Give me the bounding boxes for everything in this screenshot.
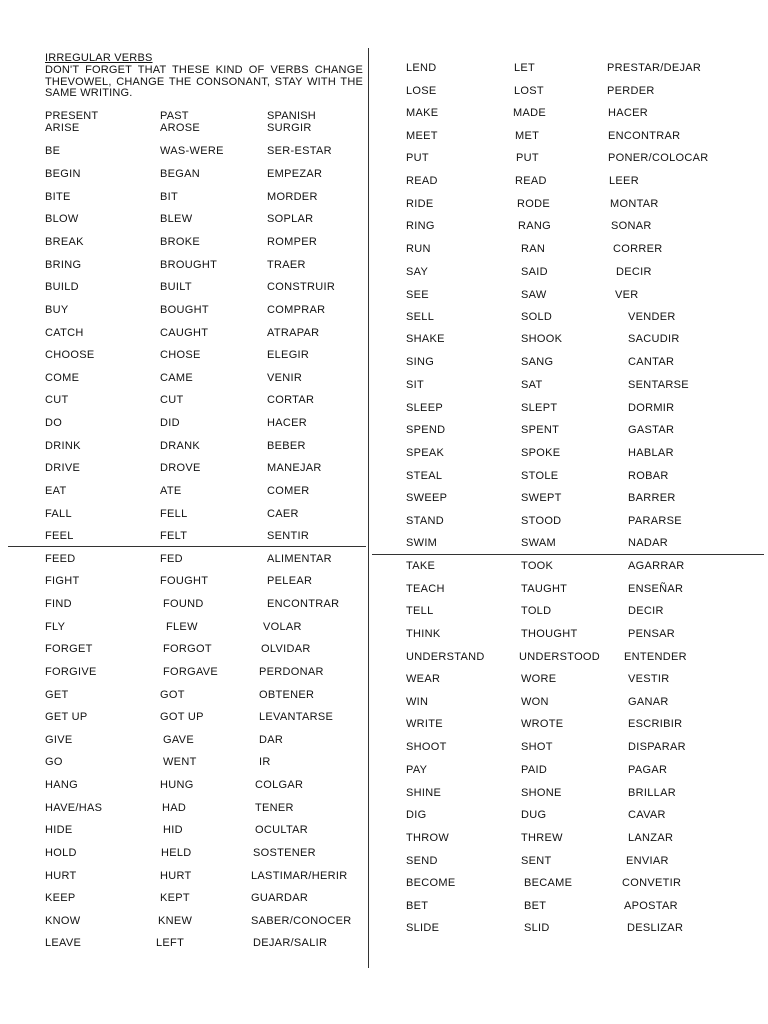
verb-spanish: DESLIZAR [627,922,684,934]
column-divider [368,48,369,968]
verb-present: KEEP [45,892,76,904]
verb-present: CUT [45,394,69,406]
verb-past: SPENT [521,424,560,436]
verb-present: SPEAK [406,447,445,459]
verb-spanish: BRILLAR [628,787,676,799]
verb-spanish: BARRER [628,492,676,504]
verb-past: FORGAVE [163,666,219,678]
verb-present: BREAK [45,236,84,248]
verb-spanish: VOLAR [263,621,302,633]
verb-spanish: COMPRAR [267,304,326,316]
verb-present: LEAVE [45,937,82,949]
verb-past: BET [524,900,547,912]
verb-past: RAN [521,243,546,255]
verb-past: BROKE [160,236,201,248]
verb-past: KNEW [158,915,193,927]
verb-spanish: HABLAR [628,447,674,459]
verb-present: SWIM [406,537,438,549]
verb-spanish: VENDER [628,311,676,323]
verb-spanish: OCULTAR [255,824,309,836]
verb-spanish: MANEJAR [267,462,322,474]
verb-spanish: PENSAR [628,628,676,640]
verb-spanish: PONER/COLOCAR [608,152,709,164]
header-past: PAST [160,110,189,122]
intro-note: DON'T FORGET THAT THESE KIND OF VERBS CHANGE THEVOWEL, CHANGE THE CONSONANT, STAY WITH THE SAME WRITING. [45,64,363,100]
verb-spanish: PARARSE [628,515,682,527]
verb-past: SAID [521,266,548,278]
verb-present: FALL [45,508,72,520]
verb-spanish: NADAR [628,537,669,549]
verb-past: GOT [160,689,185,701]
verb-spanish: SENTIR [267,530,310,542]
verb-present: RIDE [406,198,434,210]
verb-past: BUILT [160,281,192,293]
verb-past: FOUND [163,598,204,610]
verb-present: THINK [406,628,441,640]
verb-present: FIND [45,598,72,610]
verb-spanish: DECIR [628,605,664,617]
verb-past: DRANK [160,440,201,452]
verb-present: DO [45,417,63,429]
verb-past: BECAME [524,877,573,889]
verb-spanish: AGARRAR [628,560,685,572]
verb-present: STAND [406,515,444,527]
verb-spanish: GASTAR [628,424,675,436]
verb-past: FELL [160,508,188,520]
verb-spanish: DAR [259,734,284,746]
verb-present: HIDE [45,824,73,836]
verb-present: HURT [45,870,77,882]
verb-past: THREW [521,832,563,844]
verb-spanish: CORTAR [267,394,315,406]
verb-present: DIG [406,809,427,821]
verb-present: TAKE [406,560,436,572]
verb-spanish: ENVIAR [626,855,669,867]
verb-spanish: GUARDAR [251,892,309,904]
verb-present: ARISE [45,122,80,134]
verb-past: DROVE [160,462,201,474]
verb-present: TELL [406,605,434,617]
verb-present: FLY [45,621,66,633]
verb-spanish: EMPEZAR [267,168,323,180]
verb-present: UNDERSTAND [406,651,485,663]
verb-spanish: CANTAR [628,356,675,368]
verb-past: WON [521,696,549,708]
verb-present: HOLD [45,847,77,859]
verb-spanish: ESCRIBIR [628,718,683,730]
verb-spanish: PERDONAR [259,666,324,678]
verb-present: SEND [406,855,438,867]
verb-present: DRIVE [45,462,81,474]
verb-spanish: GANAR [628,696,669,708]
verb-past: PUT [516,152,539,164]
verb-present: SIT [406,379,425,391]
verb-present: TEACH [406,583,445,595]
verb-spanish: ROBAR [628,470,669,482]
verb-spanish: BEBER [267,440,306,452]
verb-present: GET UP [45,711,88,723]
verb-past: SPOKE [521,447,561,459]
verb-spanish: PERDER [607,85,655,97]
verb-past: CAME [160,372,193,384]
verb-past: DUG [521,809,547,821]
verb-spanish: ENCONTRAR [608,130,681,142]
verb-spanish: SURGIR [267,122,312,134]
verb-spanish: CONVETIR [622,877,682,889]
verb-present: FORGET [45,643,93,655]
verb-spanish: SER-ESTAR [267,145,332,157]
page-title: IRREGULAR VERBS [45,52,153,64]
verb-past: SLEPT [521,402,558,414]
verb-spanish: CAVAR [628,809,666,821]
verb-spanish: HACER [608,107,649,119]
verb-past: BEGAN [160,168,201,180]
verb-spanish: MORDER [267,191,318,203]
verb-past: BROUGHT [160,259,218,271]
verb-spanish: DECIR [616,266,652,278]
verb-present: HAVE/HAS [45,802,103,814]
verb-present: BRING [45,259,82,271]
verb-present: SLEEP [406,402,443,414]
verb-past: SWEPT [521,492,562,504]
verb-present: RUN [406,243,431,255]
verb-past: SAT [521,379,543,391]
verb-past: STOLE [521,470,559,482]
verb-spanish: ROMPER [267,236,318,248]
verb-spanish: TENER [255,802,294,814]
verb-present: EAT [45,485,67,497]
verb-past: HID [163,824,183,836]
verb-present: MAKE [406,107,439,119]
verb-past: SOLD [521,311,553,323]
verb-spanish: LEVANTARSE [259,711,334,723]
verb-past: WROTE [521,718,564,730]
verb-past: MET [515,130,540,142]
verb-present: PAY [406,764,428,776]
verb-present: RING [406,220,435,232]
verb-present: LEND [406,62,437,74]
verb-past: DID [160,417,180,429]
verb-past: HURT [160,870,192,882]
verb-past: FED [160,553,183,565]
verb-past: FLEW [166,621,198,633]
verb-past: LEFT [156,937,185,949]
verb-past: FORGOT [163,643,212,655]
verb-present: WIN [406,696,429,708]
verb-present: COME [45,372,80,384]
verb-past: CUT [160,394,184,406]
verb-spanish: COLGAR [255,779,304,791]
verb-spanish: TRAER [267,259,306,271]
verb-past: TOLD [521,605,552,617]
verb-spanish: SACUDIR [628,333,680,345]
verb-present: DRINK [45,440,81,452]
verb-spanish: ATRAPAR [267,327,320,339]
verb-spanish: LASTIMAR/HERIR [251,870,348,882]
verb-present: BET [406,900,429,912]
verb-spanish: HACER [267,417,308,429]
verb-spanish: APOSTAR [624,900,678,912]
verb-past: WORE [521,673,557,685]
verb-past: AROSE [160,122,201,134]
verb-present: PUT [406,152,429,164]
verb-spanish: SOSTENER [253,847,316,859]
verb-present: SAY [406,266,429,278]
verb-past: HUNG [160,779,194,791]
verb-present: SEE [406,289,429,301]
verb-past: SHOOK [521,333,563,345]
verb-spanish: ENCONTRAR [267,598,340,610]
verb-past: TAUGHT [521,583,568,595]
verb-past: ATE [160,485,182,497]
verb-past: THOUGHT [521,628,578,640]
verb-past: HELD [161,847,192,859]
verb-past: LOST [514,85,544,97]
verb-past: LET [514,62,536,74]
verb-spanish: ALIMENTAR [267,553,332,565]
verb-present: FIGHT [45,575,80,587]
verb-present: SHINE [406,787,442,799]
verb-past: SLID [524,922,550,934]
verb-present: BUY [45,304,69,316]
verb-past: SHOT [521,741,553,753]
verb-spanish: CONSTRUIR [267,281,336,293]
verb-present: MEET [406,130,438,142]
verb-past: UNDERSTOOD [519,651,601,663]
verb-present: BEGIN [45,168,81,180]
verb-spanish: VESTIR [628,673,670,685]
header-present: PRESENT [45,110,99,122]
verb-spanish: IR [259,756,271,768]
left-section-divider [8,546,366,547]
verb-spanish: CAER [267,508,299,520]
verb-past: RANG [518,220,551,232]
verb-present: CATCH [45,327,84,339]
verb-past: SENT [521,855,552,867]
verb-present: SWEEP [406,492,448,504]
header-spanish: SPANISH [267,110,316,122]
verb-past: CAUGHT [160,327,209,339]
verb-spanish: PRESTAR/DEJAR [607,62,702,74]
verb-present: GET [45,689,69,701]
verb-past: RODE [517,198,550,210]
verb-past: BIT [160,191,179,203]
verb-spanish: SOPLAR [267,213,314,225]
verb-present: CHOOSE [45,349,95,361]
verb-present: GIVE [45,734,73,746]
verb-past: GOT UP [160,711,204,723]
verb-spanish: COMER [267,485,310,497]
verb-present: BUILD [45,281,79,293]
verb-present: KNOW [45,915,81,927]
verb-present: THROW [406,832,450,844]
verb-spanish: SONAR [611,220,652,232]
verb-past: KEPT [160,892,190,904]
verb-past: SWAM [521,537,557,549]
verb-past: GAVE [163,734,194,746]
verb-spanish: DISPARAR [628,741,686,753]
verb-spanish: SABER/CONOCER [251,915,352,927]
verb-present: FEED [45,553,76,565]
verb-spanish: DORMIR [628,402,675,414]
verb-past: FOUGHT [160,575,209,587]
verb-past: FELT [160,530,188,542]
verb-present: SLIDE [406,922,440,934]
verb-spanish: LEER [609,175,639,187]
verb-spanish: LANZAR [628,832,674,844]
verb-present: WRITE [406,718,443,730]
verb-spanish: PAGAR [628,764,668,776]
verb-present: BE [45,145,61,157]
verb-present: WEAR [406,673,441,685]
verb-past: STOOD [521,515,562,527]
verb-present: HANG [45,779,78,791]
verb-past: SHONE [521,787,562,799]
verb-present: GO [45,756,63,768]
verb-past: BOUGHT [160,304,209,316]
verb-present: LOSE [406,85,437,97]
verb-spanish: VER [615,289,639,301]
verb-past: HAD [162,802,187,814]
verb-spanish: ELEGIR [267,349,310,361]
verb-present: BECOME [406,877,456,889]
verb-spanish: MONTAR [610,198,659,210]
verb-past: TOOK [521,560,554,572]
verb-present: FEEL [45,530,74,542]
verb-past: PAID [521,764,548,776]
verb-present: FORGIVE [45,666,97,678]
verb-past: WAS-WERE [160,145,224,157]
verb-past: READ [515,175,547,187]
verb-present: BLOW [45,213,79,225]
verb-present: READ [406,175,438,187]
verb-spanish: ENSEÑAR [628,583,684,595]
verb-present: SPEND [406,424,446,436]
verb-present: STEAL [406,470,443,482]
verb-present: SHAKE [406,333,445,345]
verb-present: SING [406,356,435,368]
verb-past: WENT [163,756,197,768]
verb-past: SAW [521,289,547,301]
verb-spanish: ENTENDER [624,651,687,663]
right-section-divider [372,554,764,555]
verb-spanish: VENIR [267,372,303,384]
verb-past: BLEW [160,213,193,225]
verb-past: MADE [513,107,546,119]
verb-spanish: OBTENER [259,689,315,701]
verb-past: SANG [521,356,554,368]
verb-spanish: CORRER [613,243,663,255]
verb-present: BITE [45,191,71,203]
verb-past: CHOSE [160,349,201,361]
verb-present: SELL [406,311,435,323]
verb-present: SHOOT [406,741,447,753]
verb-spanish: PELEAR [267,575,313,587]
verb-spanish: SENTARSE [628,379,689,391]
verb-spanish: DEJAR/SALIR [253,937,328,949]
verb-spanish: OLVIDAR [261,643,311,655]
